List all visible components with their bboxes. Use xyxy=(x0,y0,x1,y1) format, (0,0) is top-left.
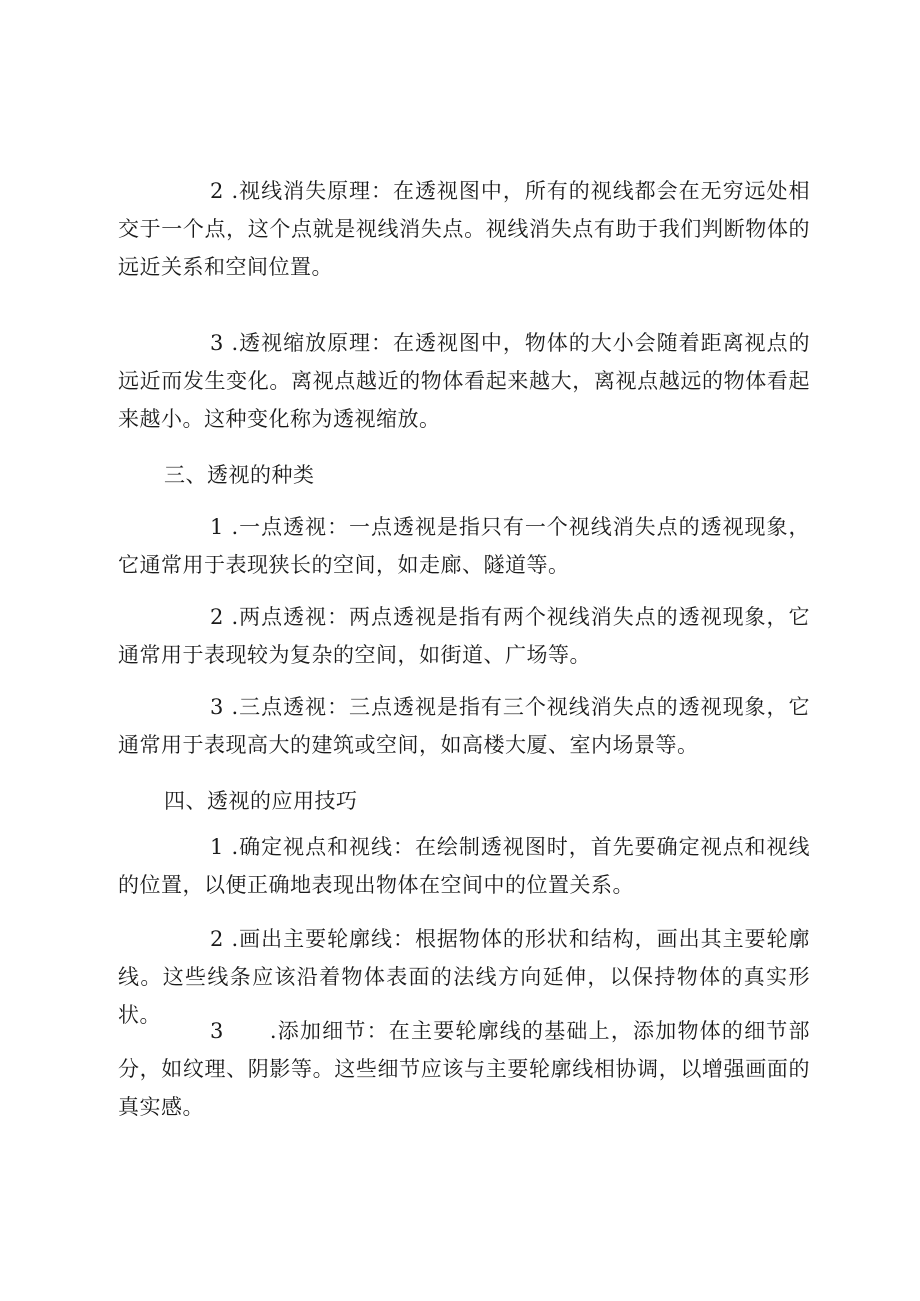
paragraph-two-point xyxy=(118,598,810,674)
paragraph-text: .一点透视：一点透视是指只有一个视线消失点的透视现象，它通常用于表现狭长的空间，如走廊、隧道等。 xyxy=(118,515,810,577)
paragraph-three-point xyxy=(118,688,810,764)
item-number: 1 xyxy=(210,515,224,539)
paragraph-vanishing-principle xyxy=(118,172,810,286)
paragraph-text: .三点透视：三点透视是指有三个视线消失点的透视现象，它通常用于表现高大的建筑或空间，如高楼大厦、室内场景等。 xyxy=(118,695,810,757)
item-number: 2 xyxy=(210,179,224,203)
item-number: 1 xyxy=(210,835,224,859)
paragraph-text: .视线消失原理：在透视图中，所有的视线都会在无穷远处相交于一个点，这个点就是视线消失点。视线消失点有助于我们判断物体的远近关系和空间位置。 xyxy=(118,179,810,279)
item-number: 2 xyxy=(210,605,224,629)
paragraph-text: .添加细节：在主要轮廓线的基础上，添加物体的细节部分，如纹理、阴影等。这些细节应该与主要轮廓线相协调，以增强画面的真实感。 xyxy=(118,1019,810,1119)
paragraph-scaling-principle xyxy=(118,324,810,438)
paragraph-text: .透视缩放原理：在透视图中，物体的大小会随着距离视点的远近而发生变化。离视点越近的物体看起来越大，离视点越远的物体看起来越小。这种变化称为透视缩放。 xyxy=(118,331,810,431)
item-number: 3 xyxy=(210,331,224,355)
item-number: 2 xyxy=(210,927,224,951)
paragraph-text: .画出主要轮廓线：根据物体的形状和结构，画出其主要轮廓线。这些线条应该沿着物体表面的法线方向延伸，以保持物体的真实形状。 xyxy=(118,927,810,1027)
section-heading-perspective-types: 三、透视的种类 xyxy=(164,463,315,487)
item-number: 3 xyxy=(210,1019,224,1043)
item-number: 3 xyxy=(210,695,224,719)
section-heading-application-tips: 四、透视的应用技巧 xyxy=(164,789,358,813)
paragraph-viewpoint xyxy=(118,828,810,904)
paragraph-text: .确定视点和视线：在绘制透视图时，首先要确定视点和视线的位置，以便正确地表现出物体在空间中的位置关系。 xyxy=(118,835,810,897)
paragraph-details xyxy=(118,1012,810,1126)
paragraph-one-point xyxy=(118,508,810,584)
paragraph-text: .两点透视：两点透视是指有两个视线消失点的透视现象，它通常用于表现较为复杂的空间，如街道、广场等。 xyxy=(118,605,810,667)
